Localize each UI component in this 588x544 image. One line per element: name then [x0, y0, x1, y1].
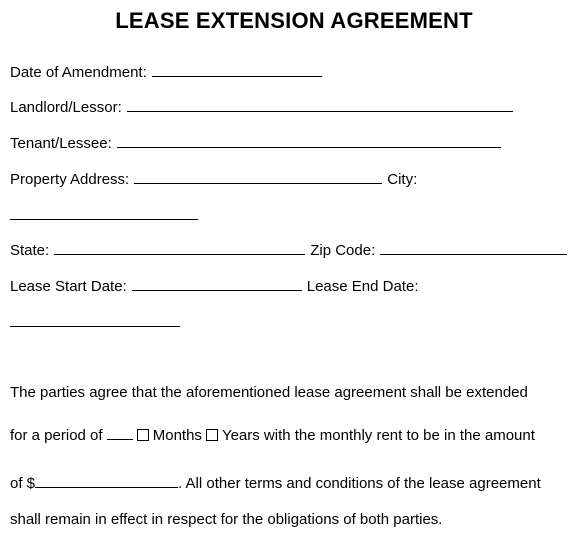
document-title: LEASE EXTENSION AGREEMENT [115, 8, 473, 33]
tenant-blank[interactable] [117, 133, 501, 148]
date-of-amendment-row [10, 62, 322, 82]
landlord-blank[interactable] [127, 97, 513, 112]
body-line-1: The parties agree that the aforementioned lease agreement shall be extended [10, 384, 528, 401]
tenant-label: Tenant/Lessee: [10, 135, 112, 152]
body-line-3 [10, 473, 541, 494]
lease-start-blank[interactable] [132, 276, 302, 291]
state-label: State: [10, 242, 50, 259]
lease-end-continuation-row [10, 312, 180, 332]
lease-end-label: Lease End Date: [306, 278, 419, 295]
date-of-amendment-blank[interactable] [152, 62, 322, 77]
state-zip-row [10, 240, 567, 260]
landlord-label: Landlord/Lessor: [10, 99, 122, 116]
city-blank[interactable] [10, 205, 198, 220]
lease-dates-row [10, 276, 418, 296]
tenant-row [10, 133, 501, 153]
months-label: Months [152, 427, 202, 444]
zip-blank[interactable] [380, 240, 567, 255]
body-line-3-text: . All other terms and conditions of the lease agreement [178, 475, 541, 492]
body-line-4: shall remain in effect in respect for the obligations of both parties. [10, 511, 443, 528]
city-continuation-row [10, 205, 198, 225]
lease-end-blank[interactable] [10, 312, 180, 327]
period-blank[interactable] [107, 425, 133, 440]
years-label: Years with the monthly rent to be in the amount [221, 427, 535, 444]
rent-amount-blank[interactable] [35, 473, 178, 488]
property-address-blank[interactable] [134, 169, 382, 184]
state-blank[interactable] [54, 240, 305, 255]
zip-label: Zip Code: [310, 242, 376, 259]
property-address-row [10, 169, 417, 189]
period-label: for a period of [10, 427, 103, 444]
property-address-label: Property Address: [10, 171, 130, 188]
landlord-row [10, 97, 513, 117]
date-of-amendment-label: Date of Amendment: [10, 64, 147, 81]
city-label: City: [387, 171, 418, 188]
years-checkbox[interactable] [206, 429, 218, 441]
body-line-2 [10, 425, 535, 446]
months-checkbox[interactable] [137, 429, 149, 441]
rent-amount-label: of $ [10, 475, 36, 492]
lease-start-label: Lease Start Date: [10, 278, 127, 295]
